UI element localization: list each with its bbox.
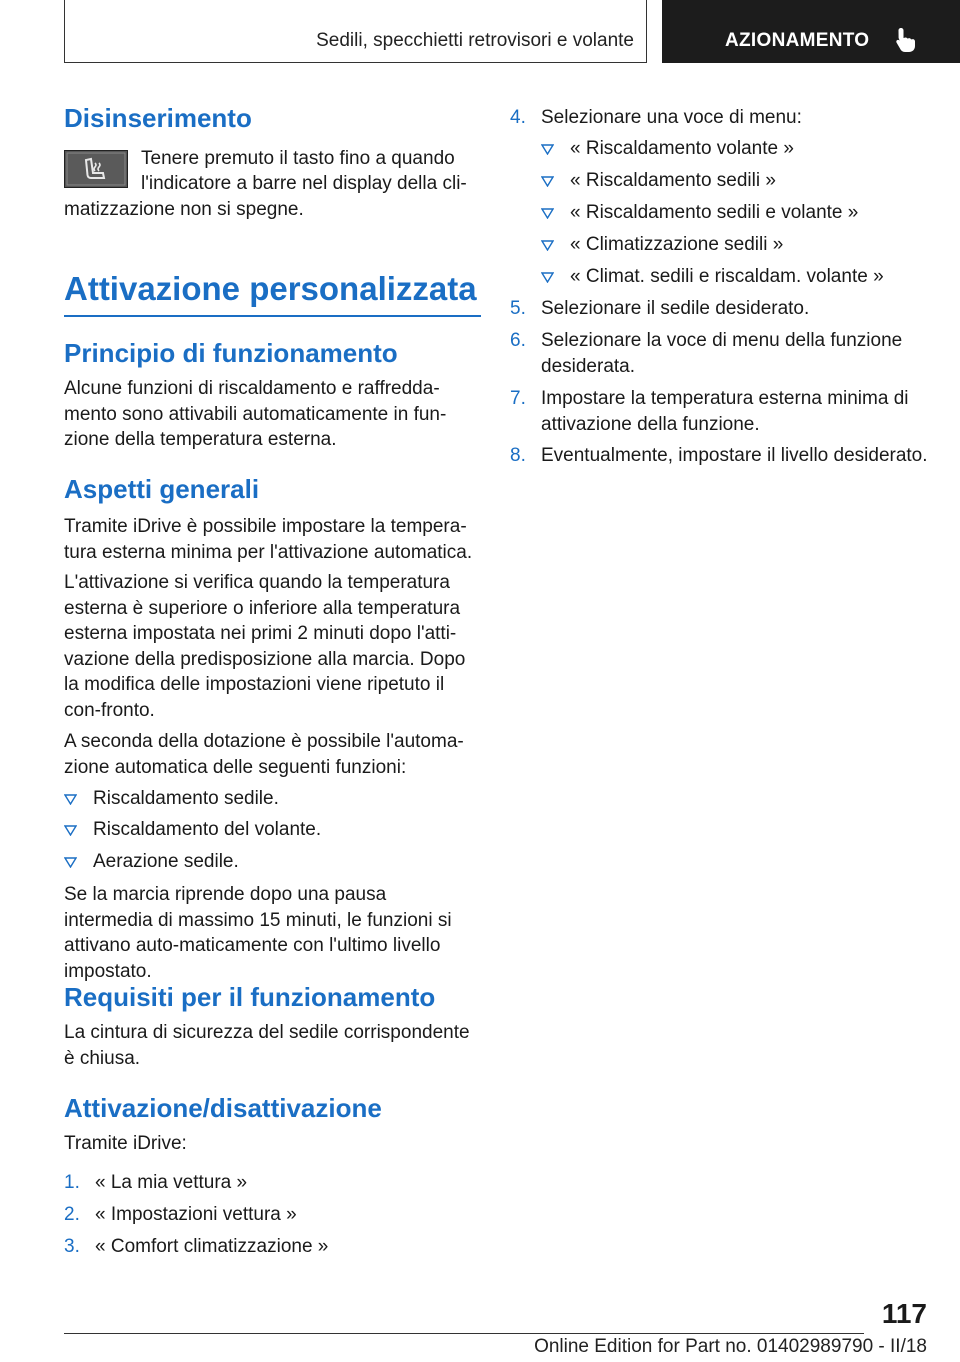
triangle-bullet-icon: [64, 825, 77, 836]
header-chapter-tab: [64, 0, 647, 63]
aspetti-paragraph-4: Se la marcia riprende dopo una pausa intermedia di massimo 15 minuti, le funzioni si attivano auto-maticamente con l'ultimo livello impostato.: [64, 884, 452, 982]
aspetti-paragraph-2: L'attivazione si verifica quando la temperatura esterna è superiore o inferiore alla temperatura esterna impostata nei primi 2 minuti dopo l'atti-vazione della predisposizione alla marcia. Dopo la modifica delle impostazioni viene ripetuto il con-fronto.: [64, 572, 466, 721]
disinserimento-line-3: matizzazione non si spegne.: [64, 199, 304, 220]
step-text: « Comfort climatizzazione »: [95, 1236, 329, 1257]
step-text: Eventualmente, impostare il livello desiderato.: [541, 445, 928, 466]
step-number: 5.: [510, 298, 526, 319]
triangle-bullet-icon: [541, 272, 554, 283]
principio-text: Alcune funzioni di riscaldamento e raffredda-mento sono attivabili automaticamente in fun-zione della temperatura esterna.: [64, 378, 447, 450]
heading-attivazione-disattivazione: Attivazione/disattivazione: [64, 1093, 382, 1123]
triangle-bullet-icon: [64, 794, 77, 805]
triangle-bullet-icon: [64, 857, 77, 868]
step-text: « La mia vettura »: [95, 1172, 248, 1193]
bullet-text: Aerazione sedile.: [93, 851, 239, 872]
section-title: AZIONAMENTO: [725, 30, 870, 51]
aspetti-paragraph-3: A seconda della dotazione è possibile l'automa-zione automatica delle seguenti funzioni:: [64, 731, 464, 778]
seat-heating-button-icon: [64, 150, 128, 188]
requisiti-text: La cintura di sicurezza del sedile corrispondente è chiusa.: [64, 1022, 470, 1069]
footer-rule: [64, 1333, 864, 1334]
attivazione-intro: Tramite iDrive:: [64, 1133, 187, 1154]
menu-option-text: « Climatizzazione sedili »: [570, 234, 784, 255]
bullet-text: Riscaldamento del volante.: [93, 819, 322, 840]
header-section-tab: [662, 0, 960, 63]
step-number: 7.: [510, 388, 526, 409]
disinserimento-line-2: l'indicatore a barre nel display della cli-: [141, 173, 467, 194]
chapter-title: Sedili, specchietti retrovisori e volante: [316, 30, 634, 51]
step-number: 1.: [64, 1172, 80, 1193]
heading-aspetti-generali: Aspetti generali: [64, 474, 260, 504]
menu-option-text: « Riscaldamento volante »: [570, 138, 794, 159]
step-text: Selezionare una voce di menu:: [541, 107, 802, 128]
step-number: 2.: [64, 1204, 80, 1225]
step-text: Selezionare la voce di menu della funzione desiderata.: [541, 330, 903, 377]
heading-requisiti: Requisiti per il funzionamento: [64, 982, 436, 1012]
step-number: 8.: [510, 445, 526, 466]
menu-option-text: « Riscaldamento sedili »: [570, 170, 776, 191]
step-text: Impostare la temperatura esterna minima di attivazione della funzione.: [541, 388, 909, 435]
disinserimento-line-1: Tenere premuto il tasto fino a quando: [141, 148, 455, 169]
edition-text: Online Edition for Part no. 01402989790 - II/18: [534, 1336, 927, 1357]
triangle-bullet-icon: [541, 240, 554, 251]
step-number: 3.: [64, 1236, 80, 1257]
heading-attivazione-personalizzata: Attivazione personalizzata: [64, 270, 477, 307]
bullet-text: Riscaldamento sedile.: [93, 788, 279, 809]
page-number: 117: [881, 1298, 927, 1329]
triangle-bullet-icon: [541, 144, 554, 155]
menu-option-text: « Riscaldamento sedili e volante »: [570, 202, 859, 223]
heading-principio: Principio di funzionamento: [64, 338, 398, 368]
step-number: 4.: [510, 107, 526, 128]
triangle-bullet-icon: [541, 208, 554, 219]
aspetti-paragraph-1: Tramite iDrive è possibile impostare la tempera-tura esterna minima per l'attivazione automatica.: [64, 516, 473, 563]
pointing-hand-icon: [895, 27, 917, 53]
menu-option-text: « Climat. sedili e riscaldam. volante »: [570, 266, 884, 287]
step-text: « Impostazioni vettura »: [95, 1204, 297, 1225]
step-text: Selezionare il sedile desiderato.: [541, 298, 810, 319]
heading-disinserimento: Disinserimento: [64, 103, 252, 133]
step-number: 6.: [510, 330, 526, 351]
heading-rule: [64, 315, 481, 317]
triangle-bullet-icon: [541, 176, 554, 187]
